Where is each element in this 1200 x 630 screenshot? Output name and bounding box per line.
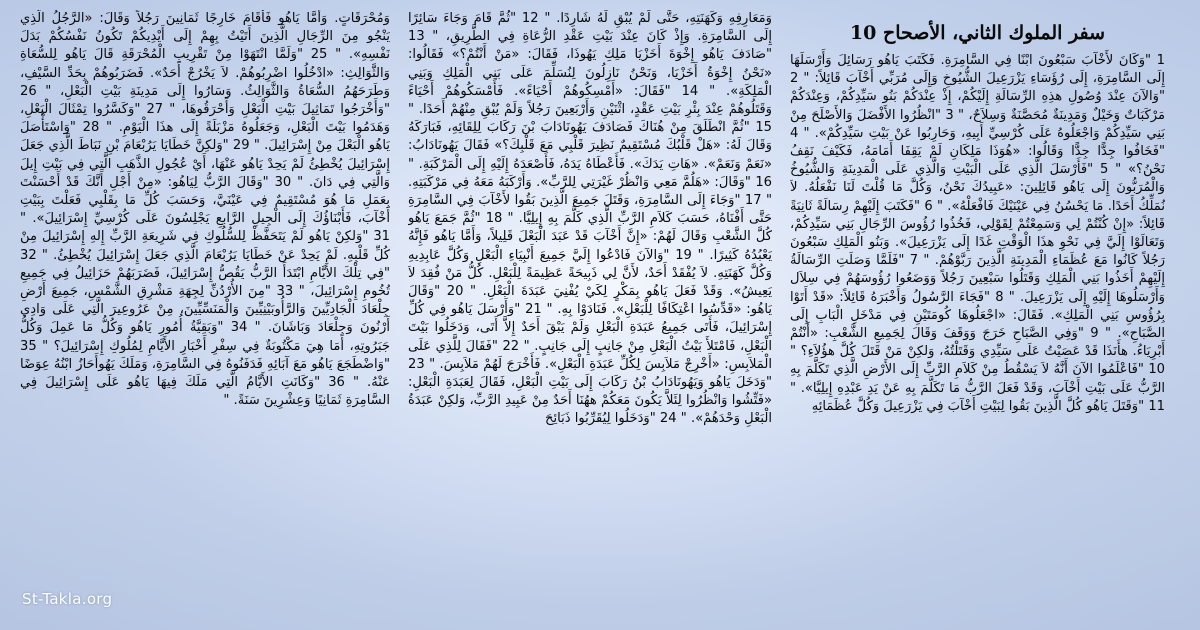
column-middle-text: وَمَعَارِفِهِ وَكَهَنَتِهِ، حَتَّى لَمْ يُبْقِ لَهُ شَارِدًا. " 12 "ثُمَّ قَامَ وَجَاءَ سَائِرًا إِلَى السَّامِرَةِ. وَإِذْ كَانَ عِنْدَ بَيْتِ عَقْدِ الرُّعَاةِ فِي الطَّرِيقِ، " 13 "صَادَفَ يَاهُو إِخْوَةَ أَخَزْيَا مَلِكِ يَهُوذَا، فَقَالَ: «مَنْ أَنْتُمْ؟» فَقَالُوا: «نَحْنُ إِخْوَةُ أَخَزْيَا، وَنَحْنُ نَازِلُونَ لِنُسَلِّمَ عَلَى بَنِي الْمَلِكِ وَبَنِي الْمَلِكَةِ». " 14 "فَقَالَ: «أَمْسِكُوهُمْ أَحْيَاءً». فَأَمْسَكُوهُمْ أَحْيَاءً وَقَتَلُوهُمْ عِنْدَ بِئْرِ بَيْتِ عَقْدٍ، اثْنَيْنِ وَأَرْبَعِينَ رَجُلاً وَلَمْ يُبْقِ مِنْهُمْ أَحَدًا. " 15 "ثُمَّ انْطَلَقَ مِنْ هُنَاكَ فَصَادَفَ يَهُونَادَابَ بْنَ رَكَابَ لِلِقَائِهِ، فَبَارَكَهُ وَقَالَ لَهُ: «هَلْ قَلْبُكَ مُسْتَقِيمٌ نَظِيرَ قَلْبِي مَعَ قَلْبِكَ؟» فَقَالَ يَهُونَادَابُ: «نَعَمْ وَنَعَمْ». «هَاتِ يَدَكَ». فَأَعْطَاهُ يَدَهُ، فَأَصْعَدَهُ إِلَيْهِ إِلَى الْمَرْكَبَةِ. " 16 "وَقَالَ: «هَلُمَّ مَعِي وَانْظُرْ غَيْرَتِي لِلرَّبِّ». وَأَرْكَبَهُ مَعَهُ فِي مَرْكَبَتِهِ. " 17 "وَجَاءَ إِلَى السَّامِرَةِ، وَقَتَلَ جَمِيعَ الَّذِينَ بَقُوا لأَخْآبَ فِي السَّامِرَةِ حَتَّى أَفْنَاهُ، حَسَبَ كَلاَمِ الرَّبِّ الَّذِي كَلَّمَ بِهِ إِيلِيَّا. " 18 "ثُمَّ جَمَعَ يَاهُو كُلَّ الشَّعْبِ وَقَالَ لَهُمْ: «إِنَّ أَخْآبَ قَدْ عَبَدَ الْبَعْلَ قَلِيلاً، وَأَمَّا يَاهُو فَإِنَّهُ يَعْبُدُهُ كَثِيرًا. " 19 "وَالآنَ فَادْعُوا إِلَيَّ جَمِيعَ أَنْبِيَاءِ الْبَعْلِ وَكُلَّ عَابِدِيهِ وَكُلَّ كَهَنَتِهِ. لاَ يُفْقَدْ أَحَدٌ، لأَنَّ لِي ذَبِيحَةً عَظِيمَةً لِلْبَعْلِ. كُلُّ مَنْ فُقِدَ لاَ يَعِيشُ». وَقَدْ فَعَلَ يَاهُو بِمَكْرٍ لِكَيْ يُفْنِيَ عَبَدَةَ الْبَعْلِ. " 20 "وَقَالَ يَاهُو: «قَدِّسُوا اعْتِكَافًا لِلْبَعْلِ». فَنَادَوْا بِهِ. " 21 "وَأَرْسَلَ يَاهُو فِي كُلِّ إِسْرَائِيلَ، فَأَتَى جَمِيعُ عَبَدَةِ الْبَعْلِ وَلَمْ يَبْقَ أَحَدٌ إِلاَّ أَتَى، وَدَخَلُوا بَيْتَ الْبَعْلِ، فَامْتَلأَ بَيْتُ الْبَعْلِ مِنْ جَانِبٍ إِلَى جَانِبٍ. " 22 "فَقَالَ لِلَّذِي عَلَى الْمَلاَبِسِ: «أَخْرِجْ مَلاَبِسَ لِكُلِّ عَبَدَةِ الْبَعْلِ». فَأَخْرَجَ لَهُمْ مَلاَبِسَ. " 23 "وَدَخَلَ يَاهُو وَيَهُونَادَابُ بْنُ رَكَابَ إِلَى بَيْتِ الْبَعْلِ، فَقَالَ لِعَبَدَةِ الْبَعْلِ: «فَتِّشُوا وَانْظُرُوا لِئَلاَّ يَكُونَ مَعَكُمْ ههُنَا أَحَدٌ مِنْ عَبِيدِ الرَّبِّ، وَلكِنْ عَبَدَةُ الْبَعْلِ وَحْدَهُمْ». " 24 "وَدَخَلُوا لِيُقَرِّبُوا ذَبَائِحَ <box>408 11 772 427</box>
site-watermark: St-Takla.org <box>22 590 113 608</box>
column-left-text: وَمُحْرَقَاتٍ. وَأَمَّا يَاهُو فَأَقَامَ خَارِجًا ثَمَانِينَ رَجُلاً وَقَالَ: «الرَّجُلُ الَّذِي يَنْجُو مِنَ الرِّجَالِ الَّذِينَ أَتَيْتُ بِهِمْ إِلَى أَيْدِيكُمْ تَكُونُ نَفْسُكُمْ بَدَلَ نَفْسِهِ». " 25 "وَلَمَّا انْتَهَوْا مِنْ تَقْرِيبِ الْمُحْرَقَةِ قَالَ يَاهُو لِلسُّعَاةِ وَالثَّوَالِثِ: «ادْخُلُوا اضْرِبُوهُمْ. لاَ يَخْرُجْ أَحَدٌ». فَضَرَبُوهُمْ بِحَدِّ السَّيْفِ، وَطَرَحَهُمُ السُّعَاةُ وَالثَّوَالِثُ. وَسَارُوا إِلَى مَدِينَةِ بَيْتِ الْبَعْلِ، " 26 "وَأَخْرَجُوا تَمَاثِيلَ بَيْتِ الْبَعْلِ وَأَحْرَقُوهَا، " 27 "وَكَسَّرُوا تِمْثَالَ الْبَعْلِ، وَهَدَمُوا بَيْتَ الْبَعْلِ، وَجَعَلُوهُ مَزْبَلَةً إِلَى هذَا الْيَوْمِ. " 28 "وَاسْتَأْصَلَ يَاهُو الْبَعْلَ مِنْ إِسْرَائِيلَ. " 29 "وَلكِنَّ خَطَايَا يَرُبْعَامَ بْنِ نَبَاطَ الَّذِي جَعَلَ إِسْرَائِيلَ يُخْطِئُ لَمْ يَحِدْ يَاهُو عَنْهَا، أَيْ عُجُولِ الذَّهَبِ الَّتِي فِي بَيْتِ إِيلَ وَالَّتِي فِي دَانَ. " 30 "وَقَالَ الرَّبُّ لِيَاهُو: «مِنْ أَجْلِ أَنَّكَ قَدْ أَحْسَنْتَ بِعَمَلِ مَا هُوَ مُسْتَقِيمٌ فِي عَيْنَيَّ، وَحَسَبَ كُلِّ مَا بِقَلْبِي فَعَلْتَ بِبَيْتِ أَخْآبَ، فَأَبْنَاؤُكَ إِلَى الْجِيلِ الرَّابعِ يَجْلِسُونَ عَلَى كُرْسِيِّ إِسْرَائِيلَ». " 31 "وَلكِنْ يَاهُو لَمْ يَتَحَفَّظْ لِلسُّلُوكِ فِي شَرِيعَةِ الرَّبِّ إِلهِ إِسْرَائِيلَ مِنْ كُلِّ قَلْبِهِ. لَمْ يَحِدْ عَنْ خَطَايَا يَرُبْعَامَ الَّذِي جَعَلَ إِسْرَائِيلَ يُخْطِئُ. " 32 "فِي تِلْكَ الأَيَّامِ ابْتَدَأَ الرَّبُّ يَقُصُّ إِسْرَائِيلَ، فَضَرَبَهُمْ حَزَائِيلُ فِي جَمِيعِ تُخُومِ إِسْرَائِيلَ، " 33 "مِنَ الأُرْدُنِّ لِجِهَةِ مَشْرِقِ الشَّمْسِ، جَمِيعَ أَرْضِ جِلْعَادَ الْجَادِيِّينَ وَالرَّأُوبَيْنِيِّينَ وَالْمَنَسِّيِّينَ، مِنْ عَرُوعِيرَ الَّتِي عَلَى وَادِي أَرْنُونَ وَجِلْعَادَ وَبَاشَانَ. " 34 "وَبَقِيَّةُ أُمُورِ يَاهُو وَكُلُّ مَا عَمِلَ وَكُلُّ جَبَرُوتِهِ، أَمَا هِيَ مَكْتُوبَةٌ فِي سِفْرِ أَخْبَارِ الأَيَّامِ لِمُلُوكِ إِسْرَائِيلَ؟ " 35 "وَاضْطَجَعَ يَاهُو مَعَ آبَائِهِ فَدَفَنُوهُ فِي السَّامِرَةِ، وَمَلَكَ يَهُوأَحَازُ ابْنُهُ عِوَضًا عَنْهُ. " 36 "وَكَانَتِ الأَيَّامُ الَّتِي مَلَكَ فِيهَا يَاهُو عَلَى إِسْرَائِيلَ فِي السَّامِرَةِ ثَمَانِيًا وَعِشْرِينَ سَنَةً. " <box>20 11 390 409</box>
chapter-title: سفر الملوك الثاني، الأصحاح 10 <box>849 22 1106 44</box>
column-left <box>20 10 390 570</box>
column-middle <box>408 10 772 585</box>
column-right-text: 1 "وَكَانَ لأَخْآبَ سَبْعُونَ ابْنًا فِي السَّامِرَةِ. فَكَتَبَ يَاهُو رَسَائِلَ وَأَرْسَلَهَا إِلَى السَّامِرَةِ، إِلَى رُؤَسَاءِ يَزْرَعِيلَ الشُّيُوخِ وَإِلَى مُرَبِّي أَخْآبَ قَائِلاً: " 2 "وَالآنَ عِنْدَ وُصُولِ هذِهِ الرِّسَالَةِ إِلَيْكُمْ، إِذْ عِنْدَكُمْ بَنُو سَيِّدِكُمْ، وَعِنْدَكُمْ مَرْكَبَاتٌ وَخَيْلٌ وَمَدِينَةٌ مُحَصَّنَةٌ وَسِلاَحٌ، " 3 "انْظُرُوا الأَفْضَلَ وَالأَصْلَحَ مِنْ بَنِي سَيِّدِكُمْ وَاجْعَلُوهُ عَلَى كُرْسِيِّ أَبِيهِ، وَحَارِبُوا عَنْ بَيْتِ سَيِّدِكُمْ». " 4 "فَخَافُوا جِدًّا جِدًّا وَقَالُوا: «هُوَذَا مَلِكَانِ لَمْ يَقِفَا أَمَامَهُ، فَكَيْفَ نَقِفُ نَحْنُ؟» " 5 "فَأَرْسَلَ الَّذِي عَلَى الْبَيْتِ وَالَّذِي عَلَى الْمَدِينَةِ وَالشُّيُوخُ وَالْمُرَبُّونَ إِلَى يَاهُو قَائِلِينَ: «عَبِيدُكَ نَحْنُ، وَكُلَّ مَا قُلْتَ لَنَا نَفْعَلُهُ. لاَ نُمَلِّكُ أَحَدًا. مَا يَحْسُنُ فِي عَيْنَيْكَ فَافْعَلْهُ». " 6 "فَكَتَبَ إِلَيْهِمْ رِسَالَةً ثَانِيَةً قَائِلاً: «إِنْ كُنْتُمْ لِي وَسَمِعْتُمْ لِقَوْلِي، فَخُذُوا رُؤُوسَ الرِّجَالِ بَنِي سَيِّدِكُمْ، وَتَعَالَوْا إِلَيَّ فِي نَحْوِ هذَا الْوَقْتِ غَدًا إِلَى يَزْرَعِيلَ». وَبَنُو الْمَلِكِ سَبْعُونَ رَجُلاً كَانُوا مَعَ عُظَمَاءِ الْمَدِينَةِ الَّذِينَ رَبَّوْهُمْ. " 7 "فَلَمَّا وَصَلَتِ الرِّسَالَةُ إِلَيْهِمْ أَخَذُوا بَنِي الْمَلِكِ وَقَتَلُوا سَبْعِينَ رَجُلاً وَوَضَعُوا رُؤُوسَهُمْ فِي سِلاَل وَأَرْسَلُوهَا إِلَيْهِ إِلَى يَزْرَعِيلَ. " 8 "فَجَاءَ الرَّسُولُ وَأَخْبَرَهُ قَائِلاً: «قَدْ أَتَوْا بِرُؤُوسِ بَنِي الْمَلِكِ». فَقَالَ: «اجْعَلُوهَا كُومَتَيْنِ فِي مَدْخَلِ الْبَابِ إِلَى الصَّبَاحِ». " 9 "وَفِي الصَّبَاحِ خَرَجَ وَوَقَفَ وَقَالَ لِجَمِيعِ الشَّعْبِ: «أَنْتُمْ أَبْرِيَاءُ. هأَنَذَا قَدْ عَصَيْتُ عَلَى سَيِّدِي وَقَتَلْتُهُ، وَلكِنْ مَنْ قَتَلَ كُلَّ هؤُلاَءِ؟ " 10 "فَاعْلَمُوا الآنَ أَنَّهُ لاَ يَسْقُطُ مِنْ كَلاَمِ الرَّبِّ إِلَى الأَرْضِ الَّذِي تَكَلَّمَ بِهِ الرَّبُّ عَلَى بَيْتِ أَخْآبَ، وَقَدْ فَعَلَ الرَّبُّ مَا تَكَلَّمَ بِهِ عَنْ يَدِ عَبْدِهِ إِيلِيَّا». " 11 "وَقَتَلَ يَاهُو كُلَّ الَّذِينَ بَقُوا لِبَيْتِ أَخْآبَ فِي يَزْرَعِيلَ وَكُلَّ عُظَمَائِهِ <box>790 53 1165 414</box>
column-right <box>790 20 1165 610</box>
